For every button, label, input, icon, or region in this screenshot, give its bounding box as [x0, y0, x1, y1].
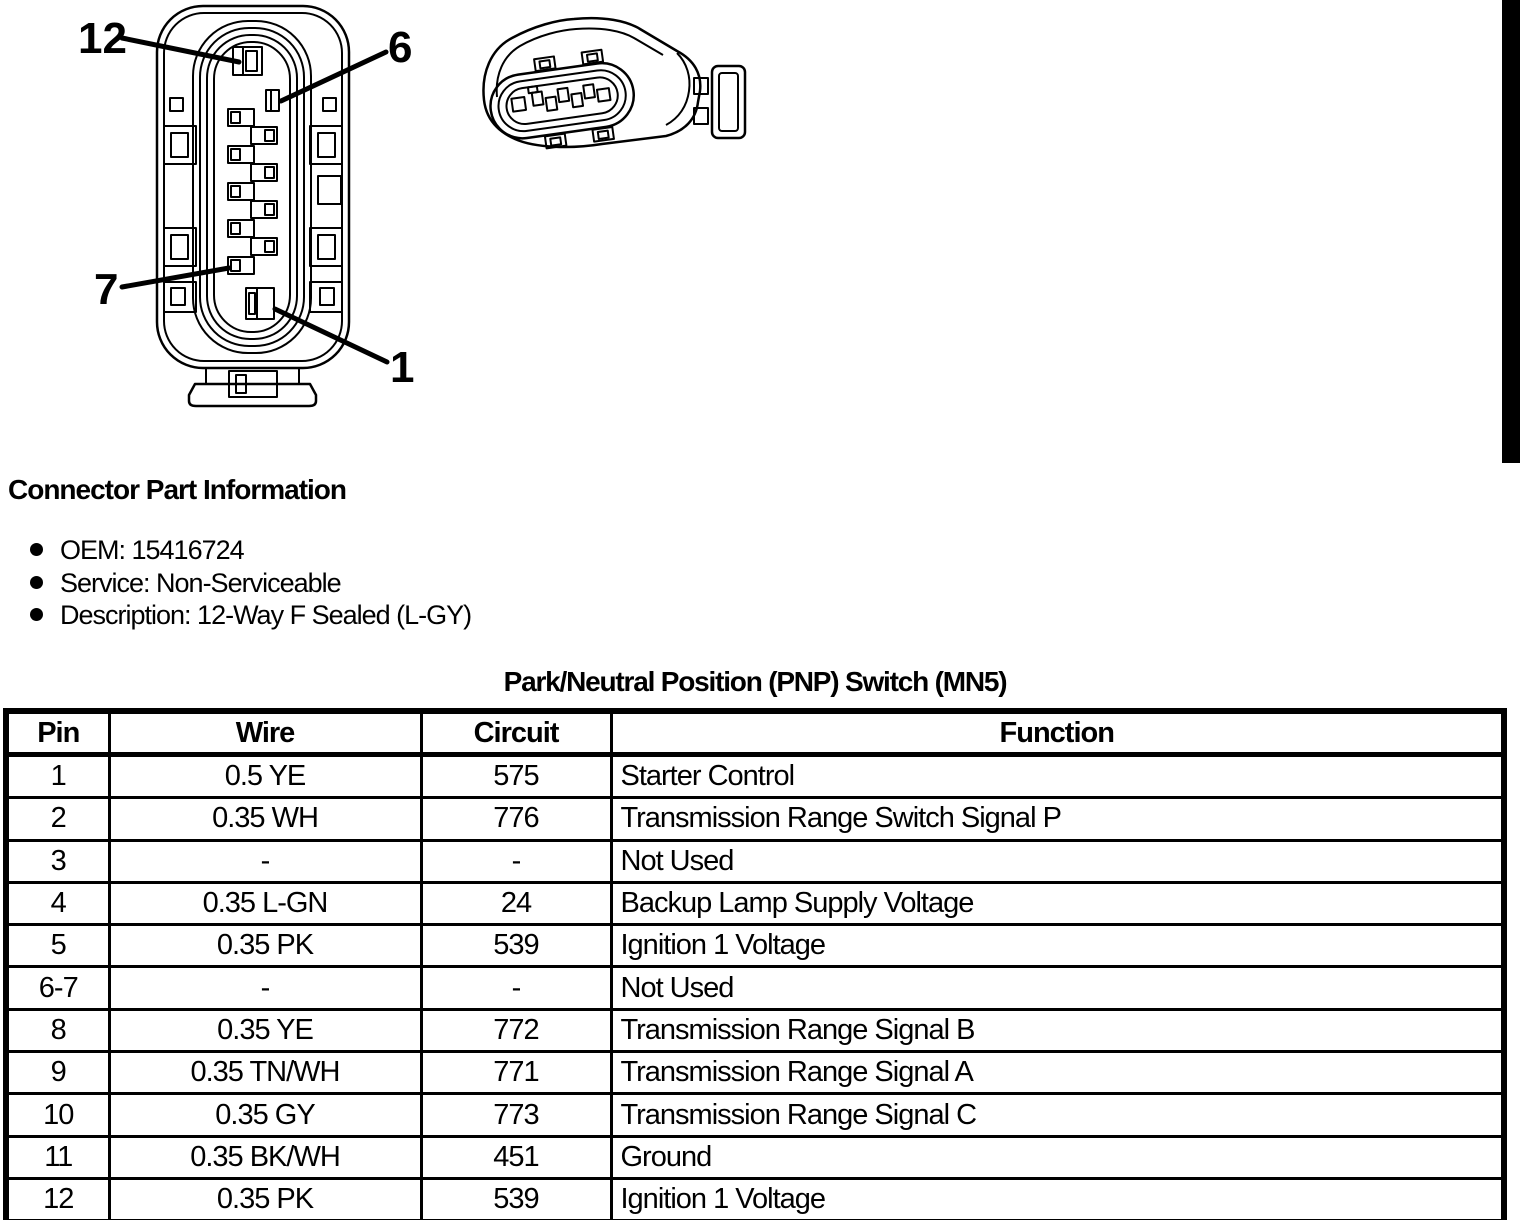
connector-perspective-view-diagram [483, 18, 745, 155]
table-row [6, 798, 1504, 840]
pin-cell: 8 [6, 1009, 109, 1051]
table-row [6, 755, 1504, 798]
pin-cell: 9 [6, 1052, 109, 1094]
wire-cell: 0.35 PK [109, 1178, 421, 1220]
table-row [6, 882, 1504, 924]
pin-cell: 12 [6, 1178, 109, 1220]
pin-cell: 11 [6, 1136, 109, 1178]
connector-front-view-diagram [157, 6, 349, 406]
callout-label-1: 1 [390, 343, 415, 392]
table-row [6, 925, 1504, 967]
circuit-cell: - [421, 967, 611, 1009]
col-header-wire: Wire [109, 711, 421, 755]
pin-cell: 10 [6, 1094, 109, 1136]
function-cell: Starter Control [611, 755, 1504, 798]
pinout-table-body [6, 755, 1504, 1220]
part-info-list [0, 534, 471, 632]
pin-cell: 6-7 [6, 967, 109, 1009]
wire-cell: 0.35 L-GN [109, 882, 421, 924]
table-row [6, 1136, 1504, 1178]
wire-cell: 0.35 PK [109, 925, 421, 967]
table-row [6, 1178, 1504, 1220]
function-cell: Transmission Range Signal C [611, 1094, 1504, 1136]
part-info-item-description [0, 599, 471, 632]
col-header-pin: Pin [6, 711, 109, 755]
part-info-heading: Connector Part Information [8, 474, 347, 505]
circuit-cell: 772 [421, 1009, 611, 1051]
callout-label-7: 7 [94, 265, 119, 314]
pinout-table-header [6, 711, 1504, 755]
function-cell: Transmission Range Switch Signal P [611, 798, 1504, 840]
circuit-cell: 773 [421, 1094, 611, 1136]
pinout-table [3, 708, 1507, 1220]
connector-diagrams [0, 0, 760, 440]
wire-cell: 0.35 TN/WH [109, 1052, 421, 1094]
circuit-cell: 451 [421, 1136, 611, 1178]
pin-6-cavity [266, 90, 279, 111]
function-cell: Transmission Range Signal A [611, 1052, 1504, 1094]
callout-label-12: 12 [78, 14, 127, 63]
table-row [6, 1052, 1504, 1094]
shell-right-features [310, 98, 342, 312]
connector-base-flange [189, 368, 316, 406]
table-row [6, 840, 1504, 882]
circuit-cell: - [421, 840, 611, 882]
circuit-cell: 24 [421, 882, 611, 924]
pin-cell: 2 [6, 798, 109, 840]
col-header-circuit: Circuit [421, 711, 611, 755]
part-info-item-text: Description: 12-Way F Sealed (L-GY) [60, 600, 472, 630]
pin-cell: 5 [6, 925, 109, 967]
pinout-table-title: Park/Neutral Position (PNP) Switch (MN5) [503, 666, 1007, 697]
table-row [6, 1094, 1504, 1136]
circuit-cell: 776 [421, 798, 611, 840]
part-info-item-service [0, 567, 471, 600]
function-cell: Ignition 1 Voltage [611, 1178, 1504, 1220]
wire-cell: 0.35 BK/WH [109, 1136, 421, 1178]
wire-cell: 0.35 GY [109, 1094, 421, 1136]
wire-cell: 0.35 YE [109, 1009, 421, 1051]
function-cell: Ground [611, 1136, 1504, 1178]
circuit-cell: 771 [421, 1052, 611, 1094]
part-info-item-text: Service: Non-Serviceable [60, 567, 341, 598]
part-info-item-oem [0, 534, 471, 567]
function-cell: Ignition 1 Voltage [611, 925, 1504, 967]
part-info-item-text: OEM: 15416724 [60, 535, 244, 565]
table-row [6, 967, 1504, 1009]
function-cell: Backup Lamp Supply Voltage [611, 882, 1504, 924]
function-cell: Transmission Range Signal B [611, 1009, 1504, 1051]
circuit-cell: 575 [421, 755, 611, 798]
header-row [6, 711, 1504, 755]
pin-cell: 4 [6, 882, 109, 924]
wire-cell: 0.5 YE [109, 755, 421, 798]
col-header-function: Function [611, 711, 1504, 755]
connector-lock-tab [694, 66, 745, 138]
wire-cell: 0.35 WH [109, 798, 421, 840]
function-cell: Not Used [611, 840, 1504, 882]
pin-cell: 3 [6, 840, 109, 882]
scan-edge-artifact [1502, 0, 1520, 463]
pin-cell: 1 [6, 755, 109, 798]
pin-1-cavity [246, 288, 274, 319]
circuit-cell: 539 [421, 925, 611, 967]
callout-label-6: 6 [388, 23, 413, 72]
circuit-cell: 539 [421, 1178, 611, 1220]
wire-cell: - [109, 967, 421, 1009]
function-cell: Not Used [611, 967, 1504, 1009]
table-row [6, 1009, 1504, 1051]
wire-cell: - [109, 840, 421, 882]
